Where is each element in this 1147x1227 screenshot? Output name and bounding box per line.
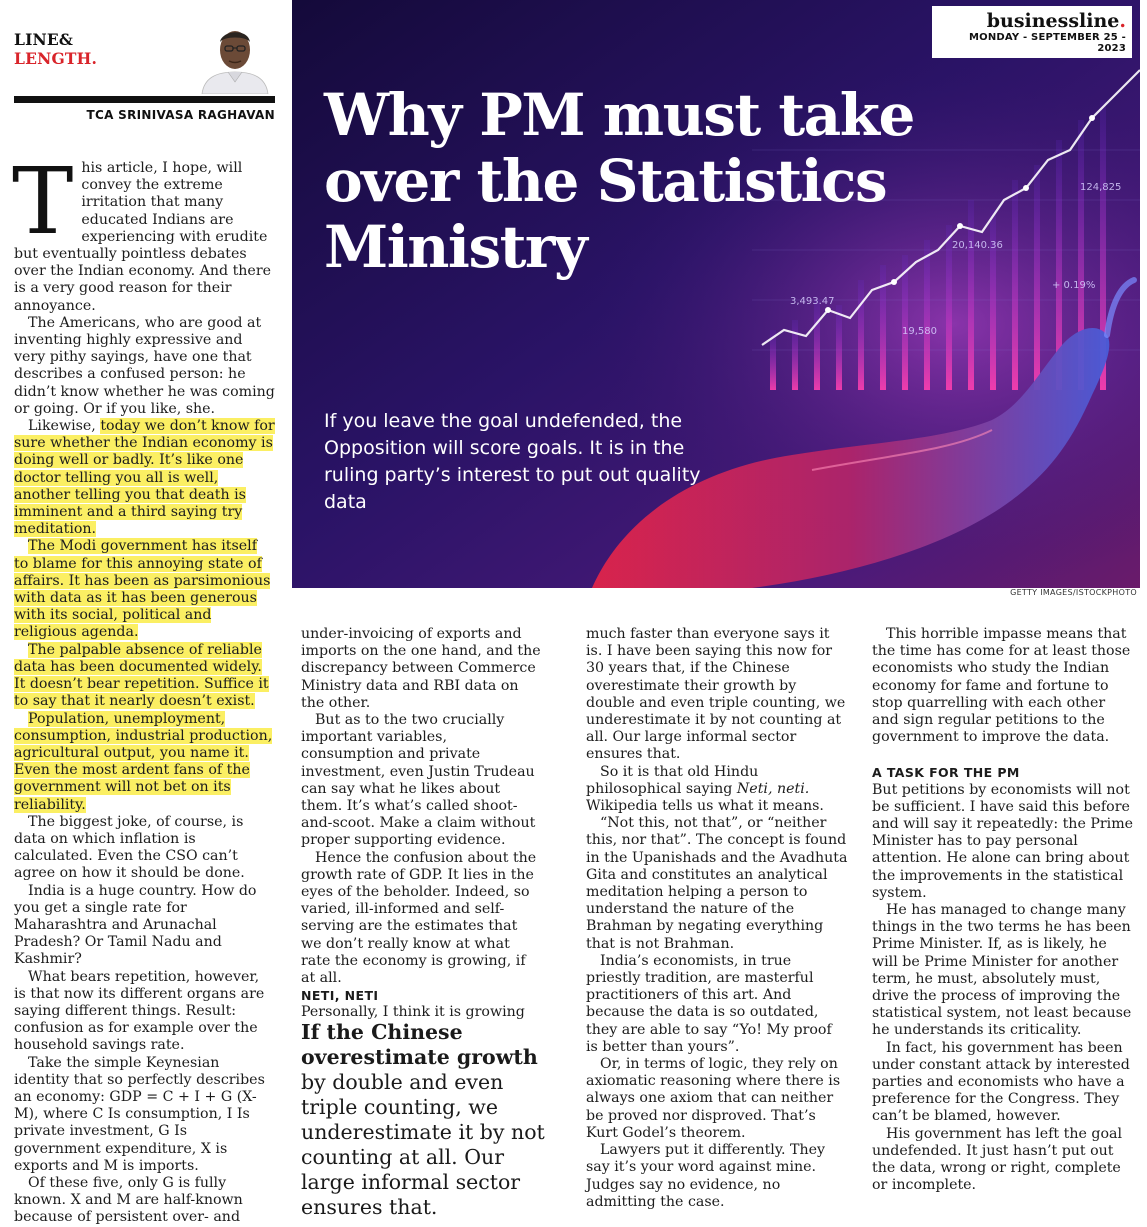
paragraph: Hence the confusion about the growth rate of GDP. It lies in the eyes of the beholder. Indeed, so varied, ill-informed and self-serving are the estimates that we don’t really know at what rate the economy is growing, if at all. — [301, 849, 537, 987]
paragraph: “Not this, not that”, or “neither this, nor that”. The concept is found in the Upanishads and the Avadhuta Gita and constitutes an analytical meditation helping a person to understand the nature of the Brahman by negating everything that is not Brahman. — [586, 815, 848, 952]
paragraph: His government has left the goal undefended. It just hasn’t put out the data, wrong or right, complete or incomplete. — [872, 1125, 1122, 1194]
issue-date: MONDAY - SEPTEMBER 25 - 2023 — [968, 32, 1126, 54]
article-column-1 — [12, 148, 275, 1227]
paragraph — [14, 642, 275, 711]
column-label — [14, 30, 97, 68]
paragraph: But as to the two crucially important variables, consumption and private investment, even Justin Trudeau can say what he likes about them. It’s what’s called shoot-and-scoot. Make a claim without proper supporting evidence. — [301, 712, 536, 849]
highlighted-text: The palpable absence of reliable data has been documented widely. It doesn’t bear repetition. Suffice it to say that it nearly doesn’t exist. — [14, 641, 269, 710]
chart-label-2: 20,140.36 — [952, 240, 1003, 251]
chart-label-3: + 0.19% — [1052, 280, 1096, 291]
highlighted-text: Population, unemployment, consumption, industrial production, agricultural output, you name it. Even the most ardent fans of the government will not bet on its reliability. — [14, 710, 273, 813]
paragraph: He has managed to change many things in the two terms he has been Prime Minister. If, as is likely, he will be Prime Minister for another term, he must, absolutely must, drive the process of improving the statistical system, not least because he understands its criticality. — [872, 902, 1132, 1039]
paragraph: India’s economists, in true priestly tradition, are masterful practitioners of this art. And because the data is so outdated, they are able to say “Yo! My proof is better than yours”. — [586, 952, 832, 1055]
chart-label-4: 3,493.47 — [790, 296, 835, 307]
photo-credit: GETTY IMAGES/ISTOCKPHOTO — [1010, 588, 1137, 597]
column-label-line2: LENGTH. — [14, 49, 98, 68]
chart-label-5: 19,580 — [902, 326, 937, 337]
brand-name: businessline — [986, 10, 1120, 32]
subhead: NETI, NETI — [301, 988, 379, 1004]
paragraph: much faster than everyone says it is. I have been saying this now for 30 years that, if the Chinese overestimate their growth by double and even triple counting, we underestimate it by not counting at all. Our large informal sector ensures that. — [586, 626, 846, 763]
paragraph: In fact, his government has been under constant attack by interested parties and economists who have a preference for the Congress. They can’t be blamed, however. — [872, 1039, 1130, 1125]
chart-label-1: 124,825 — [1080, 182, 1122, 193]
pull-quote-lead: If the Chinese overestimate growth — [301, 1020, 538, 1069]
pull-quote-text: by double and even triple counting, we underestimate it by not counting at all. Our large informal sector ensures that. — [301, 1070, 545, 1219]
paragraph — [586, 764, 848, 816]
masthead-rule — [14, 96, 275, 103]
paragraph-text: Likewise, — [28, 418, 101, 435]
paragraph — [14, 418, 275, 538]
column-label-line1: LINE& — [14, 30, 74, 49]
paragraph-text: Wikipedia tells us what it means. — [586, 798, 824, 815]
hero-image — [292, 0, 1140, 588]
paragraph — [14, 711, 275, 814]
paragraph: India is a huge country. How do you get a single rate for Maharashtra and Arunachal Pradesh? Or Tamil Nadu and Kashmir? — [14, 882, 257, 968]
italic-text: Neti, neti. — [736, 780, 810, 797]
brand-logo — [938, 10, 1126, 32]
subhead: A TASK FOR THE PM — [872, 765, 1020, 781]
paragraph: Of these five, only G is fully known. X and M are half-known because of persistent over- and — [14, 1174, 243, 1226]
paragraph: Or, in terms of logic, they rely on axiomatic reasoning where there is always one axiom that can neither be proved nor disproved. That’s Kurt Godel’s theorem. — [586, 1056, 841, 1141]
highlighted-text: The Modi government has itself to blame for this annoying state of affairs. It has been as parsimonious with data as it has been generous with its social, political and religious agenda. — [14, 538, 271, 641]
paragraph: The biggest joke, of course, is data on which inflation is calculated. Even the CSO can’t agree on how it should be done. — [14, 813, 245, 882]
paragraph: But petitions by economists will not be sufficient. I have said this before and will say it repeatedly: the Prime Minister has to pay personal attention. He alone can bring about the improvements in the statistical system. — [872, 781, 1134, 901]
author-byline: TCA SRINIVASA RAGHAVAN — [86, 108, 275, 122]
paragraph: Lawyers put it differently. They say it’s your word against mine. Judges say no evidence, no admitting the case. — [586, 1142, 825, 1210]
paragraph-text: So it is that old Hindu philosophical saying — [586, 763, 759, 797]
article-column-4 — [872, 626, 1134, 1195]
pull-quote — [301, 1020, 551, 1220]
paragraph: Take the simple Keynesian identity that so perfectly describes an economy: GDP = C + I + G (X-M), where C Is consumption, I Is private investment, G Is government expenditure, X is exports and M is imports. — [14, 1054, 265, 1174]
paragraph — [12, 148, 275, 315]
standfirst: If you leave the goal undefended, the Opposition will score goals. It is in the ruling party’s interest to put out quality data — [324, 410, 701, 513]
highlighted-text: today we don’t know for sure whether the Indian economy is doing well or badly. It’s like one doctor telling you all is well, another telling you that death is imminent and a third saying try meditation. — [14, 418, 275, 538]
paragraph — [14, 538, 275, 641]
paragraph-text: his article, I hope, will convey the extreme irritation that many educated Indians are experiencing with erudite but eventually pointless debates over the Indian economy. And there is a very good reason for their annoyance. — [14, 160, 272, 314]
paragraph: The Americans, who are good at inventing highly expressive and very pithy sayings, have one that describes a confused person: he didn’t know whether he was coming or going. Or if you like, she. — [14, 314, 275, 417]
paragraph: This horrible impasse means that the time has come for at least those economists who study the Indian economy for fame and fortune to stop quarrelling with each other and sign regular petitions to the government to improve the data. — [872, 626, 1131, 746]
article-column-3 — [586, 626, 848, 1211]
brand-dot: . — [1119, 10, 1126, 32]
paragraph: under-invoicing of exports and imports on the one hand, and the discrepancy between Commerce Ministry data and RBI data on the other. — [301, 626, 541, 711]
paragraph: Personally, I think it is growing — [301, 1004, 525, 1021]
brand-box — [932, 6, 1132, 58]
article-column-2 — [301, 626, 541, 1022]
drop-cap: T — [12, 148, 74, 255]
paragraph: What bears repetition, however, is that now its different organs are saying different things. Result: confusion as for example over the household savings rate. — [14, 968, 265, 1054]
author-portrait — [196, 20, 274, 94]
headline: Why PM must take over the Statistics Ministry — [324, 81, 914, 281]
